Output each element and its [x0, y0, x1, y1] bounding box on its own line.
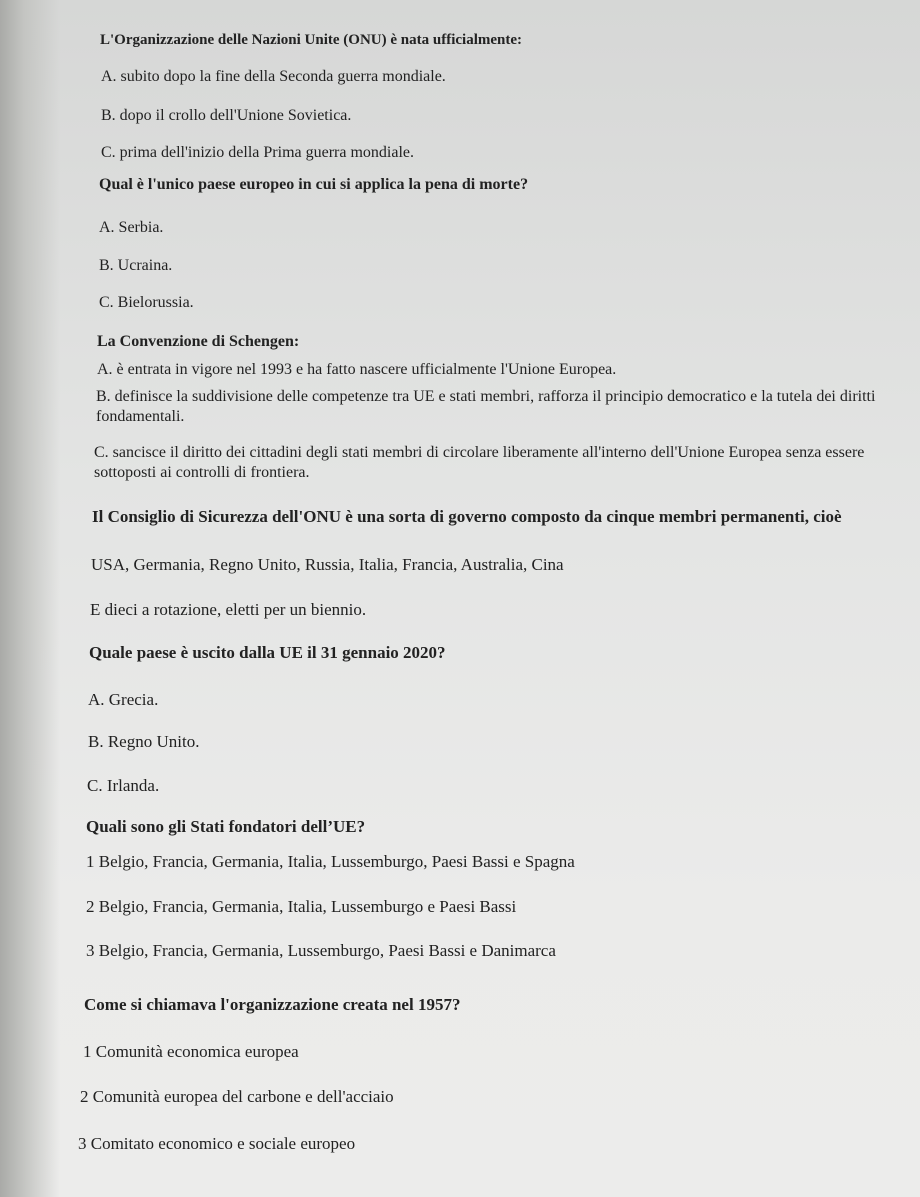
question-7-option-2: 2 Comunità europea del carbone e dell'acciaio — [80, 1087, 394, 1106]
question-5-option-b: B. Regno Unito. — [88, 732, 200, 751]
question-3-text: La Convenzione di Schengen: — [97, 333, 300, 350]
question-3-option-b: B. definisce la suddivisione delle competenze tra UE e stati membri, rafforza il principio democratico e la tutela dei diritti fondamentali. — [96, 388, 876, 425]
question-4-text: Il Consiglio di Sicurezza dell'ONU è una sorta di governo composto da cinque membri permanenti, cioè — [92, 507, 842, 526]
question-2-text: Qual è l'unico paese europeo in cui si applica la pena di morte? — [99, 176, 529, 193]
question-6-option-2: 2 Belgio, Francia, Germania, Italia, Lussemburgo e Paesi Bassi — [86, 897, 517, 916]
question-6-option-1: 1 Belgio, Francia, Germania, Italia, Lussemburgo, Paesi Bassi e Spagna — [86, 852, 575, 871]
question-2-option-a: A. Serbia. — [99, 219, 164, 236]
question-7-option-1: 1 Comunità economica europea — [83, 1042, 299, 1061]
question-2-option-b: B. Ucraina. — [99, 257, 173, 274]
question-7-option-3: 3 Comitato economico e sociale europeo — [78, 1134, 356, 1153]
question-6-text: Quali sono gli Stati fondatori dell’UE? — [86, 817, 366, 836]
question-1-option-c: C. prima dell'inizio della Prima guerra mondiale. — [101, 144, 415, 161]
question-5-option-c: C. Irlanda. — [87, 776, 160, 795]
question-4-members: USA, Germania, Regno Unito, Russia, Italia, Francia, Australia, Cina — [91, 555, 564, 574]
question-1-option-a: A. subito dopo la fine della Seconda guerra mondiale. — [101, 68, 446, 85]
question-5-option-a: A. Grecia. — [88, 690, 159, 709]
question-3-option-a: A. è entrata in vigore nel 1993 e ha fatto nascere ufficialmente l'Unione Europea. — [97, 361, 617, 378]
question-5-text: Quale paese è uscito dalla UE il 31 gennaio 2020? — [89, 643, 446, 662]
question-1-option-b: B. dopo il crollo dell'Unione Sovietica. — [101, 107, 352, 124]
question-1-text: L'Organizzazione delle Nazioni Unite (ONU) è nata ufficialmente: — [100, 32, 523, 48]
question-7-text: Come si chiamava l'organizzazione creata nel 1957? — [84, 995, 461, 1014]
question-4-rotation: E dieci a rotazione, eletti per un biennio. — [90, 600, 367, 619]
question-2-option-c: C. Bielorussia. — [99, 294, 194, 311]
question-6-option-3: 3 Belgio, Francia, Germania, Lussemburgo, Paesi Bassi e Danimarca — [86, 941, 556, 960]
question-3-option-c: C. sancisce il diritto dei cittadini degli stati membri di circolare liberamente all'interno dell'Unione Europea senza essere sottoposti ai controlli di frontiera. — [94, 444, 865, 481]
